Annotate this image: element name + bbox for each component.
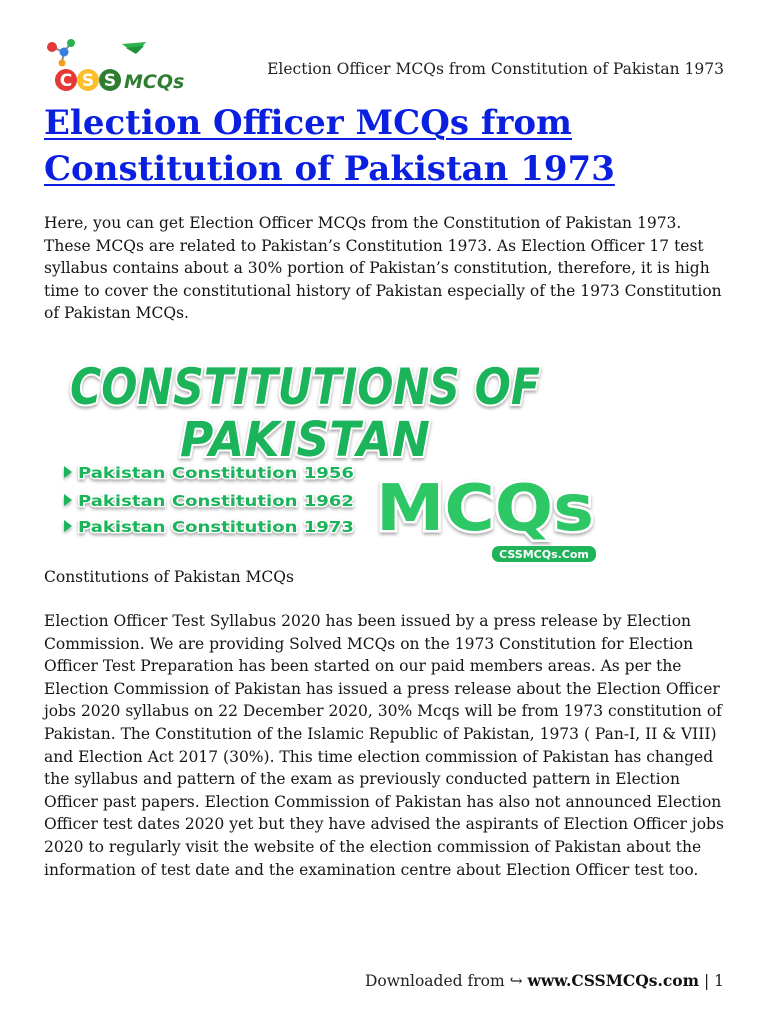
banner-site-label: CSSMCQs.Com <box>499 548 589 561</box>
banner-item-1973: Pakistan Constitution 1973 <box>78 518 354 536</box>
svg-text:C: C <box>59 71 73 91</box>
banner-heading-line2: PAKISTAN <box>180 412 430 468</box>
footer-separator: | <box>699 972 715 990</box>
page-footer <box>365 971 724 990</box>
svg-text:S: S <box>81 71 95 91</box>
page-number: 1 <box>714 972 724 990</box>
image-caption: Constitutions of Pakistan MCQs <box>44 568 294 586</box>
constitutions-banner-image <box>58 346 618 568</box>
svg-text:S: S <box>103 71 117 91</box>
banner-item-1956: Pakistan Constitution 1956 <box>78 464 354 482</box>
banner-item-1962: Pakistan Constitution 1962 <box>78 492 354 510</box>
body-paragraph: Election Officer Test Syllabus 2020 has been issued by a press release by Election Commission. We are providing Solved MCQs on the 1973 Constitution for Election Officer Test Preparation has been started on our paid members areas. As per the Election Commission of Pakistan has issued a press release about the Election Officer jobs 2020 syllabus on 22 December 2020, 30% Mcqs will be from 1973 constitution of Pakistan. The Constitution of the Islamic Republic of Pakistan, 1973 ( Pan-I, II & VIII) and Election Act 2017 (30%). This time election commission of Pakistan has changed the syllabus and pattern of the exam as previously conducted pattern in Election Officer past papers. Election Commission of Pakistan has also not announced Election Officer test dates 2020 yet but they have advised the aspirants of Election Officer jobs 2020 to regularly visit the website of the election commission of Pakistan about the information of test date and the examination centre about Election Officer test too. <box>44 612 724 879</box>
banner-mcqs-text: MCQs <box>376 472 594 546</box>
running-header-title: Election Officer MCQs from Constitution of Pakistan 1973 <box>267 60 724 78</box>
page-title[interactable]: Election Officer MCQs from Constitution of Pakistan 1973 <box>44 103 615 189</box>
footer-prefix: Downloaded from ↪ <box>364 972 528 990</box>
banner-heading-line1: CONSTITUTIONS OF <box>70 358 540 416</box>
cssmcqs-logo <box>42 38 185 94</box>
svg-text:MCQs: MCQs <box>124 71 185 93</box>
intro-paragraph: Here, you can get Election Officer MCQs from the Constitution of Pakistan 1973. These MCQs are related to Pakistan’s Constitution 1973. As Election Officer 17 test syllabus contains about a 30% portion of Pakistan’s constitution, therefore, it is high time to cover the constitutional history of Pakistan especially of the 1973 Constitution of Pakistan MCQs. <box>44 214 722 323</box>
footer-site-link[interactable]: www.CSSMCQs.com <box>527 971 700 990</box>
